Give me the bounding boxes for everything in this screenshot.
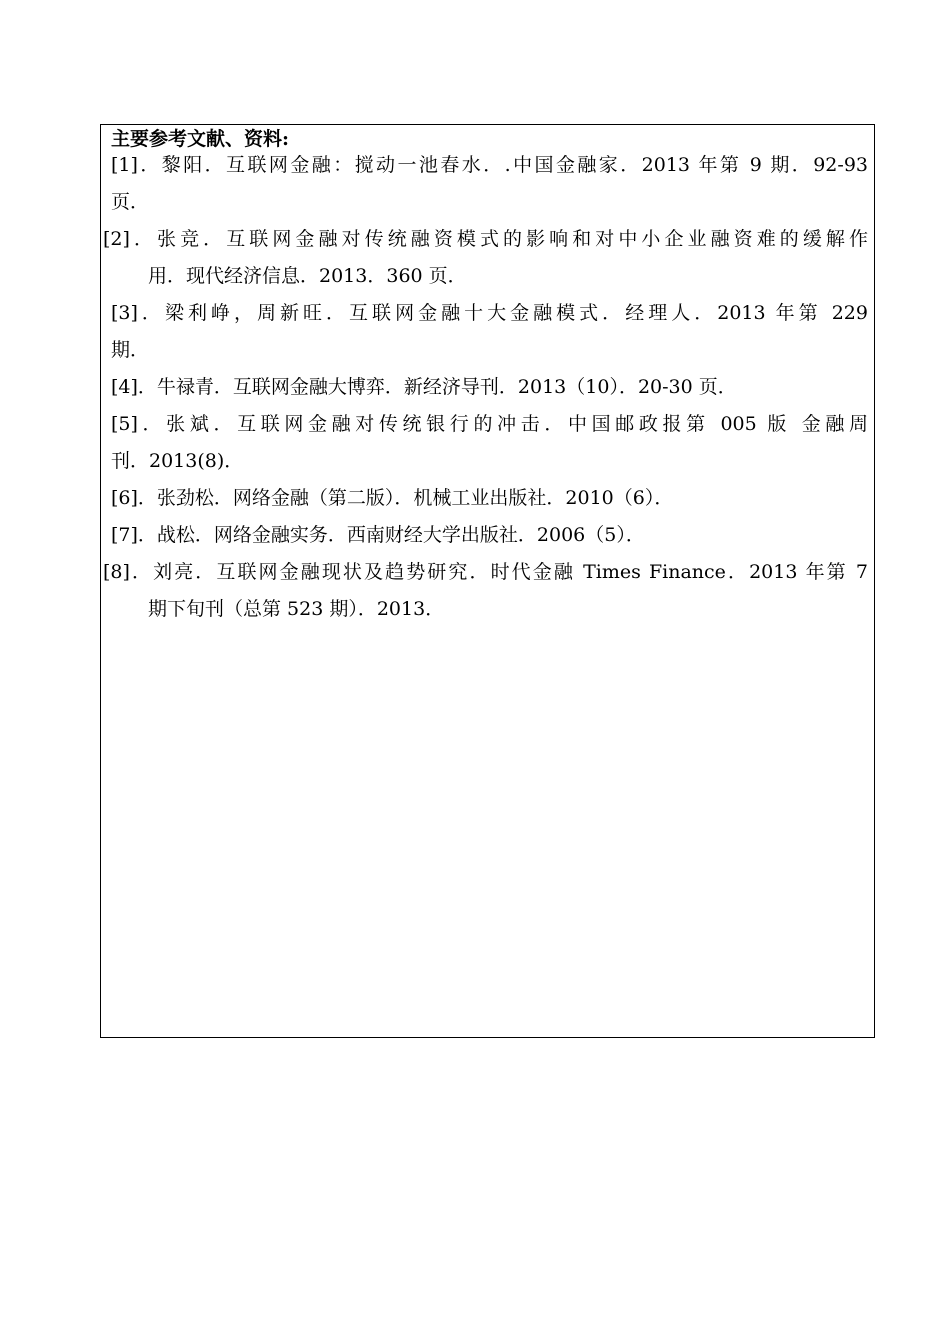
- reference-7-line-1: [7]．战松．网络金融实务．西南财经大学出版社．2006（5）．: [111, 524, 645, 546]
- reference-2-line-1: [2]．张竞．互联网金融对传统融资模式的影响和对中小企业融资难的缓解作: [103, 228, 868, 250]
- reference-6-line-1: [6]．张劲松．网络金融（第二版）．机械工业出版社．2010（6）．: [111, 487, 674, 509]
- reference-8-line-1: [8]．刘亮．互联网金融现状及趋势研究．时代金融 Times Finance．2013 年第 7: [103, 561, 868, 583]
- reference-3-line-1: [3]．梁利峥，周新旺．互联网金融十大金融模式．经理人．2013 年第 229: [111, 302, 868, 324]
- reference-5-line-1: [5]．张斌．互联网金融对传统银行的冲击．中国邮政报第 005 版 金融周: [111, 413, 868, 435]
- reference-item-1: [101, 147, 876, 221]
- reference-item-7: [101, 517, 876, 554]
- reference-item-6: [101, 480, 876, 517]
- reference-1-line-2: 页．: [111, 191, 150, 213]
- reference-item-5: [101, 406, 876, 480]
- reference-4-line-1: [4]．牛禄青．互联网金融大博弈．新经济导刊．2013（10）．20-30 页．: [111, 376, 737, 398]
- reference-item-8: [101, 554, 876, 628]
- reference-3-line-2: 期．: [111, 339, 150, 361]
- reference-list: [101, 147, 876, 628]
- reference-2-line-2: 用．现代经济信息．2013．360 页．: [148, 265, 467, 287]
- reference-8-line-2: 期下旬刊（总第 523 期）．2013．: [148, 598, 445, 620]
- references-box: [100, 124, 875, 1038]
- references-heading: 主要参考文献、资料:: [111, 128, 290, 150]
- reference-item-3: [101, 295, 876, 369]
- reference-1-line-1: [1]．黎阳．互联网金融：搅动一池春水．.中国金融家．2013 年第 9 期．92-93: [111, 154, 868, 176]
- reference-item-2: [101, 221, 876, 295]
- reference-item-4: [101, 369, 876, 406]
- reference-5-line-2: 刊．2013(8)．: [111, 450, 244, 472]
